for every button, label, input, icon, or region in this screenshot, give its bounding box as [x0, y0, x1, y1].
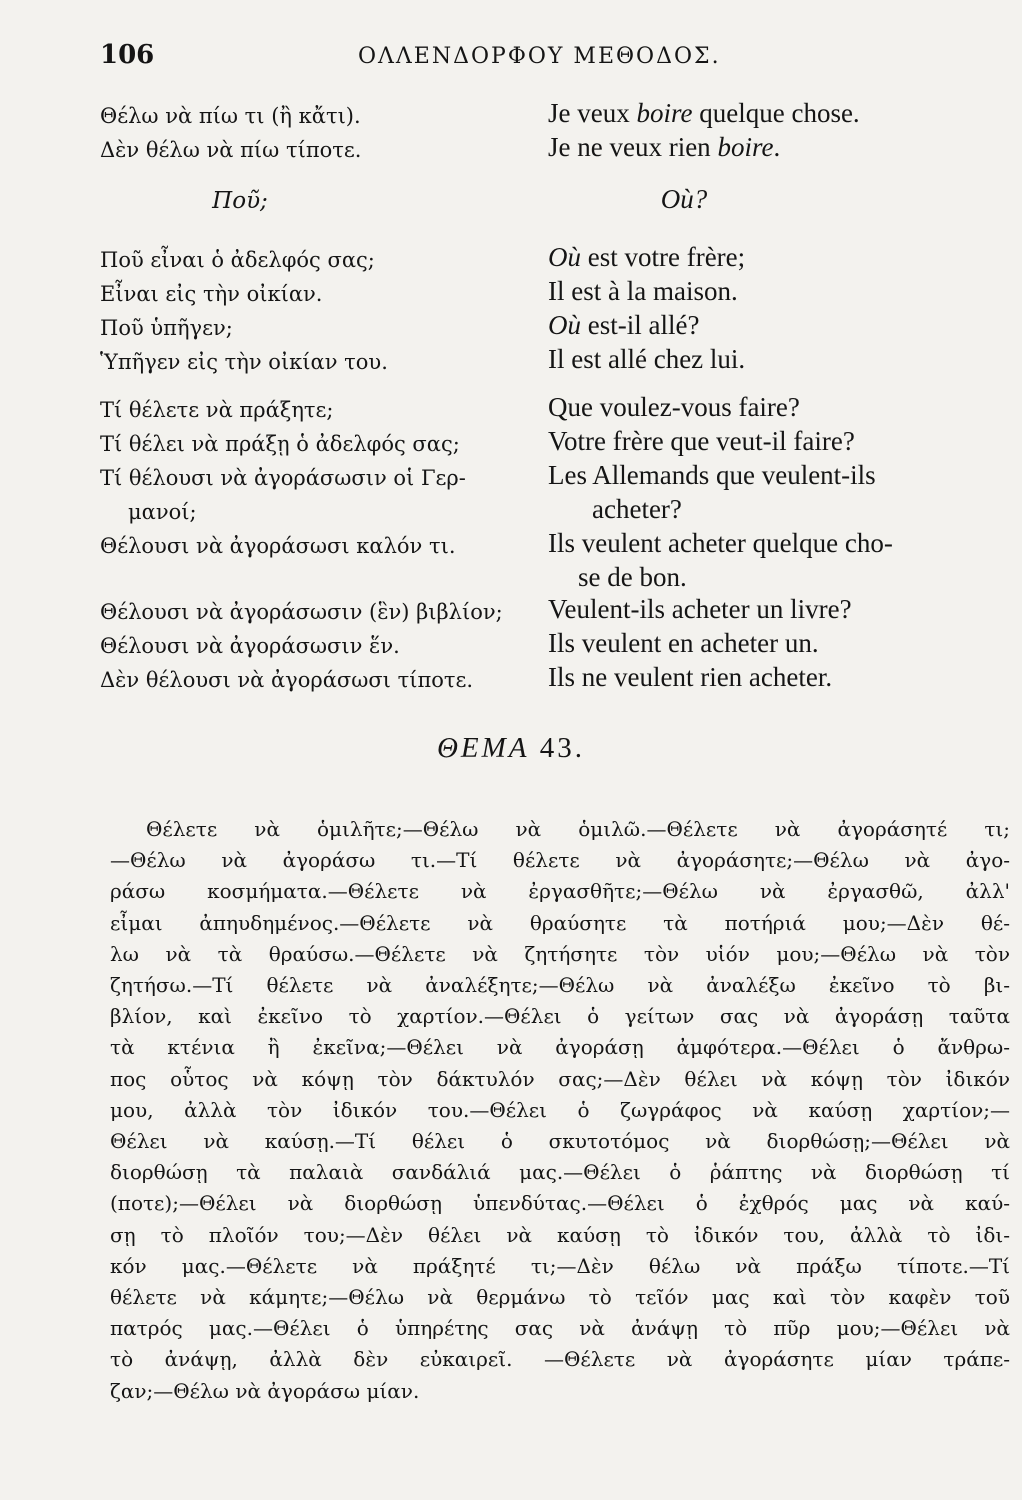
exercise-line: βλίον, καὶ ἐκεῖνο τὸ χαρτίον.—Θέλει ὁ γείτων σας νὰ ἀγοράσῃ ταῦτα: [110, 1004, 1010, 1029]
french-line: Ils ne veulent rien acheter.: [548, 662, 833, 692]
french-line: Où est votre frère;: [548, 242, 746, 272]
french-line: acheter?: [592, 494, 682, 524]
running-title: ΟΛΛΕΝΔΟΡΦΟΥ ΜΕΘΟΔΟΣ.: [358, 44, 721, 69]
greek-line: Θέλουσι νὰ ἀγοράσωσιν (ἓν) βιβλίον;: [100, 600, 503, 624]
french-line: Je veux boire quelque chose.: [548, 98, 860, 128]
exercise-line: εἶμαι ἀπηυδημένος.—Θέλετε νὰ θραύσητε τὰ ποτήριά μου;—Δὲν θέ-: [110, 910, 1010, 935]
exercise-line: τὸ ἀνάψῃ, ἀλλὰ δὲν εὐκαιρεῖ. —Θέλετε νὰ ἀγοράσητε μίαν τράπε-: [110, 1347, 1010, 1372]
french-line: Où est-il allé?: [548, 310, 700, 340]
exercise-line: ζαν;—Θέλω νὰ ἀγοράσω μίαν.: [110, 1378, 420, 1403]
exercise-line: σῃ τὸ πλοῖόν του;—Δὲν θέλει νὰ καύσῃ τὸ ἰδικόν του, ἀλλὰ τὸ ἰδι-: [110, 1222, 1010, 1247]
greek-line: Ποῦ ὑπῆγεν;: [100, 316, 233, 340]
exercise-line: κόν μας.—Θέλετε νὰ πράξητέ τι;—Δὲν θέλω νὰ πράξω τίποτε.—Τί: [110, 1253, 1010, 1278]
section-heading-greek: Ποῦ;: [212, 188, 268, 214]
greek-line: Δὲν θέλω νὰ πίω τίποτε.: [100, 138, 362, 162]
french-line: se de bon.: [578, 562, 687, 592]
exercise-line: πος οὗτος νὰ κόψῃ τὸν δάκτυλόν σας;—Δὲν θέλει νὰ κόψῃ τὸν ἰδικόν: [110, 1066, 1010, 1091]
greek-line: Ποῦ εἶναι ὁ ἀδελφός σας;: [100, 248, 375, 272]
exercise-line: —Θέλω νὰ ἀγοράσω τι.—Τί θέλετε νὰ ἀγοράσητε;—Θέλω νὰ ἀγο-: [110, 848, 1010, 873]
exercise-line: διορθώσῃ τὰ παλαιὰ σανδάλιά μας.—Θέλει ὁ ῥάπτης νὰ διορθώσῃ τί: [110, 1160, 1010, 1185]
theme-number: 43.: [539, 732, 586, 764]
greek-line: μανοί;: [128, 500, 197, 524]
section-heading-french: Où?: [660, 184, 708, 214]
french-line: Ils veulent acheter quelque cho-: [548, 528, 893, 558]
page-number: 106: [100, 40, 155, 70]
exercise-line: θέλετε νὰ κάμητε;—Θέλω νὰ θερμάνω τὸ τεῖόν μας καὶ τὸν καφὲν τοῦ: [110, 1285, 1010, 1310]
exercise-line: Θέλει νὰ καύσῃ.—Τί θέλει ὁ σκυτοτόμος νὰ διορθώσῃ;—Θέλει νὰ: [110, 1129, 1010, 1154]
greek-line: Θέλω νὰ πίω τι (ἢ κἄτι).: [100, 104, 361, 128]
greek-line: Ὑπῆγεν εἰς τὴν οἰκίαν του.: [100, 350, 388, 374]
french-line: Veulent-ils acheter un livre?: [548, 594, 852, 624]
greek-line: Τί θέλετε νὰ πράξητε;: [100, 398, 334, 422]
french-line: Votre frère que veut-il faire?: [548, 426, 855, 456]
exercise-line: τὰ κτένια ἢ ἐκεῖνα;—Θέλει νὰ ἀγοράσῃ ἀμφότερα.—Θέλει ὁ ἄνθρω-: [110, 1035, 1010, 1060]
french-line: Que voulez-vous faire?: [548, 392, 800, 422]
exercise-line: πατρός μας.—Θέλει ὁ ὑπηρέτης σας νὰ ἀνάψῃ τὸ πῦρ μου;—Θέλει νὰ: [110, 1316, 1010, 1341]
exercise-line: ράσω κοσμήματα.—Θέλετε νὰ ἐργασθῆτε;—Θέλω νὰ ἐργασθῶ, ἀλλ': [110, 879, 1010, 904]
exercise-line: λω νὰ τὰ θραύσω.—Θέλετε νὰ ζητήσητε τὸν υἱόν μου;—Θέλω νὰ τὸν: [110, 941, 1010, 966]
page-header: [0, 40, 1022, 80]
exercise-paragraph: [110, 814, 1010, 1407]
french-line: Il est à la maison.: [548, 276, 738, 306]
greek-line: Θέλουσι νὰ ἀγοράσωσι καλόν τι.: [100, 534, 456, 558]
exercise-line: Θέλετε νὰ ὁμιλῆτε;—Θέλω νὰ ὁμιλῶ.—Θέλετε νὰ ἀγοράσητέ τι;: [146, 817, 1010, 841]
greek-line: Δὲν θέλουσι νὰ ἀγοράσωσι τίποτε.: [100, 668, 474, 692]
french-line: Ils veulent en acheter un.: [548, 628, 819, 658]
greek-line: Εἶναι εἰς τὴν οἰκίαν.: [100, 282, 323, 306]
exercise-line: ζητήσω.—Τί θέλετε νὰ ἀναλέξητε;—Θέλω νὰ ἀναλέξω ἐκεῖνο τὸ βι-: [110, 973, 1010, 998]
french-line: Je ne veux rien boire.: [548, 132, 781, 162]
theme-label: ΘΕΜΑ: [436, 732, 530, 764]
greek-line: Τί θέλουσι νὰ ἀγοράσωσιν οἱ Γερ-: [100, 466, 466, 490]
greek-line: Θέλουσι νὰ ἀγοράσωσιν ἕν.: [100, 634, 400, 658]
french-line: Les Allemands que veulent-ils: [548, 460, 876, 490]
greek-line: Τί θέλει νὰ πράξῃ ὁ ἀδελφός σας;: [100, 432, 460, 456]
french-line: Il est allé chez lui.: [548, 344, 746, 374]
theme-heading: [0, 732, 1022, 765]
exercise-line: μου, ἀλλὰ τὸν ἰδικόν του.—Θέλει ὁ ζωγράφος νὰ καύσῃ χαρτίον;—: [110, 1097, 1010, 1122]
exercise-line: (ποτε);—Θέλει νὰ διορθώσῃ ὑπενδύτας.—Θέλει ὁ ἐχθρός μας νὰ καύ-: [110, 1191, 1010, 1216]
